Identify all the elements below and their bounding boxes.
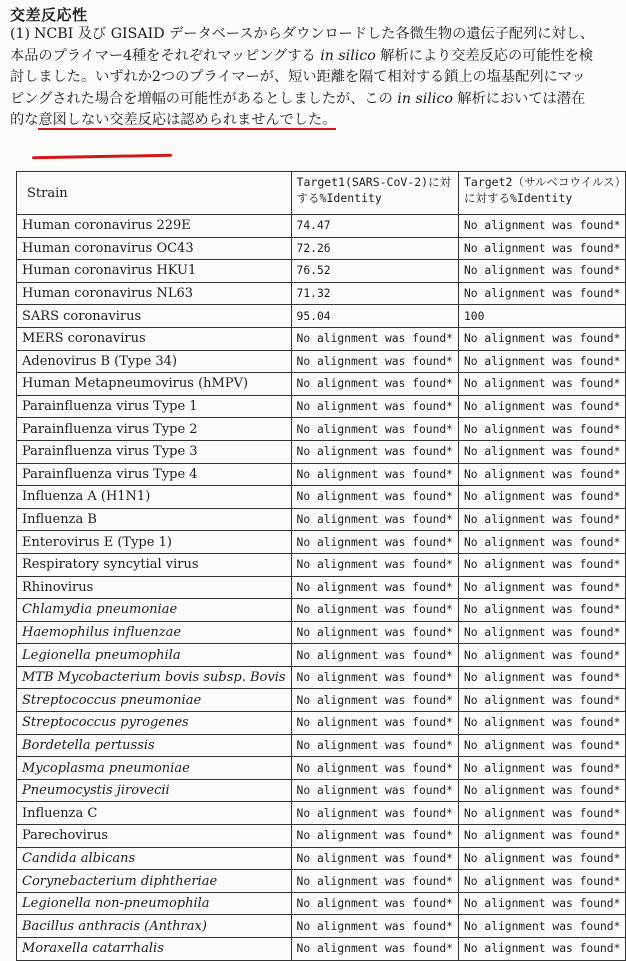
strain-cell: Candida albicans <box>17 847 292 870</box>
target1-cell: No alignment was found* <box>291 870 458 893</box>
table-row <box>17 373 626 396</box>
strain-cell: Pneumocystis jirovecii <box>17 779 292 802</box>
target2-cell: No alignment was found* <box>458 508 625 531</box>
strain-cell: Haemophilus influenzae <box>17 621 292 644</box>
target2-cell: No alignment was found* <box>458 463 625 486</box>
table-row <box>17 418 626 441</box>
strain-cell: MTB Mycobacterium bovis subsp. Bovis <box>17 666 292 689</box>
target2-cell: No alignment was found* <box>458 553 625 576</box>
strain-cell: Human coronavirus NL63 <box>17 282 292 305</box>
target1-cell: No alignment was found* <box>291 621 458 644</box>
strain-cell: Legionella non-pneumophila <box>17 892 292 915</box>
target2-cell: No alignment was found* <box>458 712 625 735</box>
target1-cell: No alignment was found* <box>291 350 458 373</box>
target1-cell: No alignment was found* <box>291 327 458 350</box>
paragraph-text-2: 解析により交差反応の可能性を検討しました。いずれか2つのプライマーが、短い距離を隔て相対する鎖上の塩基配列にマッピングされた場合を増幅の可能性があるとしましたが、この <box>10 47 594 107</box>
target2-cell: No alignment was found* <box>458 892 625 915</box>
highlighted-conclusion: 意図しない交差反応は認められませんでした。 <box>38 112 337 128</box>
strain-cell: Influenza B <box>17 508 292 531</box>
target2-cell: No alignment was found* <box>458 825 625 848</box>
target2-cell: No alignment was found* <box>458 802 625 825</box>
target2-cell: No alignment was found* <box>458 689 625 712</box>
target2-cell: No alignment was found* <box>458 870 625 893</box>
strain-cell: Mycoplasma pneumoniae <box>17 757 292 780</box>
target1-cell: No alignment was found* <box>291 440 458 463</box>
table-row <box>17 531 626 554</box>
target1-cell: No alignment was found* <box>291 802 458 825</box>
cross-reactivity-table <box>16 171 626 961</box>
target2-cell: No alignment was found* <box>458 373 625 396</box>
table-row <box>17 260 626 283</box>
red-underline-mark <box>32 154 172 159</box>
strain-cell: Human Metapneumovirus (hMPV) <box>17 373 292 396</box>
strain-cell: Adenovirus B (Type 34) <box>17 350 292 373</box>
target2-cell: No alignment was found* <box>458 847 625 870</box>
table-row <box>17 463 626 486</box>
target1-cell: No alignment was found* <box>291 666 458 689</box>
target2-cell: No alignment was found* <box>458 260 625 283</box>
strain-cell: Bordetella pertussis <box>17 734 292 757</box>
target2-cell: No alignment was found* <box>458 734 625 757</box>
table-row <box>17 712 626 735</box>
target1-cell: No alignment was found* <box>291 418 458 441</box>
target2-cell: No alignment was found* <box>458 915 625 938</box>
strain-cell: Bacillus anthracis (Anthrax) <box>17 915 292 938</box>
table-row <box>17 282 626 305</box>
target2-cell: No alignment was found* <box>458 215 625 238</box>
strain-cell: Parainfluenza virus Type 4 <box>17 463 292 486</box>
header-target1: Target1(SARS-CoV-2)に対する%Identity <box>291 172 458 215</box>
table-row <box>17 237 626 260</box>
table-row <box>17 779 626 802</box>
table-row <box>17 734 626 757</box>
table-row <box>17 327 626 350</box>
target2-cell: No alignment was found* <box>458 440 625 463</box>
strain-cell: Chlamydia pneumoniae <box>17 599 292 622</box>
target1-cell: No alignment was found* <box>291 938 458 961</box>
target1-cell: 71.32 <box>291 282 458 305</box>
strain-cell: Moraxella catarrhalis <box>17 938 292 961</box>
strain-cell: Human coronavirus HKU1 <box>17 260 292 283</box>
table-row <box>17 350 626 373</box>
table-row <box>17 938 626 961</box>
table-row <box>17 825 626 848</box>
strain-cell: Legionella pneumophila <box>17 644 292 667</box>
target2-cell: No alignment was found* <box>458 576 625 599</box>
target2-cell: No alignment was found* <box>458 757 625 780</box>
target2-cell: No alignment was found* <box>458 327 625 350</box>
table-row <box>17 915 626 938</box>
description-paragraph <box>10 24 598 132</box>
target1-cell: No alignment was found* <box>291 712 458 735</box>
target1-cell: No alignment was found* <box>291 644 458 667</box>
in-silico-term-2: in silico <box>397 90 453 107</box>
target2-cell: No alignment was found* <box>458 350 625 373</box>
table-row <box>17 621 626 644</box>
target2-cell: No alignment was found* <box>458 395 625 418</box>
strain-cell: Parainfluenza virus Type 3 <box>17 440 292 463</box>
table-row <box>17 215 626 238</box>
target1-cell: No alignment was found* <box>291 553 458 576</box>
target2-cell: No alignment was found* <box>458 779 625 802</box>
table-row <box>17 508 626 531</box>
paragraph-text-3: 解析においては潜在的な <box>10 90 586 128</box>
table-row <box>17 757 626 780</box>
strain-cell: Streptococcus pyrogenes <box>17 712 292 735</box>
target1-cell: No alignment was found* <box>291 757 458 780</box>
target1-cell: No alignment was found* <box>291 395 458 418</box>
target1-cell: No alignment was found* <box>291 892 458 915</box>
table-row <box>17 395 626 418</box>
target1-cell: No alignment was found* <box>291 576 458 599</box>
strain-cell: Parechovirus <box>17 825 292 848</box>
target1-cell: No alignment was found* <box>291 373 458 396</box>
target1-cell: 74.47 <box>291 215 458 238</box>
strain-cell: Parainfluenza virus Type 1 <box>17 395 292 418</box>
strain-cell: SARS coronavirus <box>17 305 292 328</box>
target1-cell: 95.04 <box>291 305 458 328</box>
strain-cell: Parainfluenza virus Type 2 <box>17 418 292 441</box>
target1-cell: No alignment was found* <box>291 599 458 622</box>
strain-cell: Human coronavirus 229E <box>17 215 292 238</box>
target2-cell: No alignment was found* <box>458 938 625 961</box>
target1-cell: No alignment was found* <box>291 825 458 848</box>
strain-cell: MERS coronavirus <box>17 327 292 350</box>
target1-cell: 72.26 <box>291 237 458 260</box>
strain-cell: Rhinovirus <box>17 576 292 599</box>
table-row <box>17 666 626 689</box>
target2-cell: No alignment was found* <box>458 644 625 667</box>
strain-cell: Human coronavirus OC43 <box>17 237 292 260</box>
target1-cell: No alignment was found* <box>291 486 458 509</box>
target2-cell: No alignment was found* <box>458 237 625 260</box>
target1-cell: No alignment was found* <box>291 531 458 554</box>
table-row <box>17 870 626 893</box>
table-row <box>17 689 626 712</box>
table-row <box>17 847 626 870</box>
strain-cell: Corynebacterium diphtheriae <box>17 870 292 893</box>
target2-cell: No alignment was found* <box>458 486 625 509</box>
paragraph-text-1: NCBI 及び GISAID データベースからダウンロードした各微生物の遺伝子配列に対し、本品のプライマー4種をそれぞれマッピングする <box>10 26 595 64</box>
target2-cell: No alignment was found* <box>458 282 625 305</box>
strain-cell: Respiratory syncytial virus <box>17 553 292 576</box>
strain-cell: Streptococcus pneumoniae <box>17 689 292 712</box>
table-row <box>17 440 626 463</box>
table-row <box>17 892 626 915</box>
target1-cell: No alignment was found* <box>291 734 458 757</box>
target2-cell: No alignment was found* <box>458 621 625 644</box>
target1-cell: No alignment was found* <box>291 915 458 938</box>
target1-cell: No alignment was found* <box>291 463 458 486</box>
table-header-row <box>17 172 626 215</box>
target2-cell: No alignment was found* <box>458 531 625 554</box>
table-row <box>17 305 626 328</box>
paragraph-number: (1) <box>10 26 31 42</box>
target1-cell: No alignment was found* <box>291 847 458 870</box>
strain-cell: Influenza A (H1N1) <box>17 486 292 509</box>
table-row <box>17 486 626 509</box>
table-body <box>17 215 626 961</box>
table-row <box>17 644 626 667</box>
target2-cell: No alignment was found* <box>458 418 625 441</box>
section-heading: 交差反応性 <box>10 6 88 24</box>
table-row <box>17 802 626 825</box>
target2-cell: No alignment was found* <box>458 666 625 689</box>
header-target2: Target2（サルベコウイルス）に対する%Identity <box>458 172 625 215</box>
strain-cell: Enterovirus E (Type 1) <box>17 531 292 554</box>
table-row <box>17 599 626 622</box>
table-row <box>17 553 626 576</box>
strain-cell: Influenza C <box>17 802 292 825</box>
target1-cell: 76.52 <box>291 260 458 283</box>
target1-cell: No alignment was found* <box>291 508 458 531</box>
target2-cell: 100 <box>458 305 625 328</box>
in-silico-term-1: in silico <box>320 47 376 64</box>
table-row <box>17 576 626 599</box>
header-strain: Strain <box>17 172 292 215</box>
target2-cell: No alignment was found* <box>458 599 625 622</box>
target1-cell: No alignment was found* <box>291 689 458 712</box>
target1-cell: No alignment was found* <box>291 779 458 802</box>
